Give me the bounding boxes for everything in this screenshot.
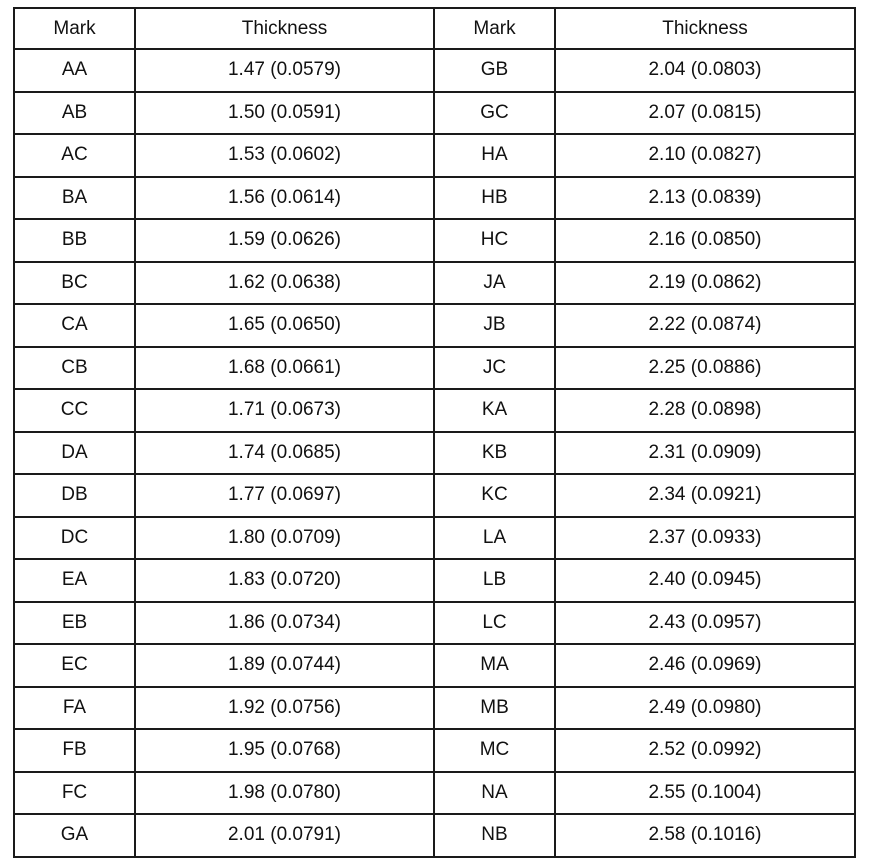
thickness-cell: 1.71 (0.0673) — [135, 389, 434, 432]
table-row — [14, 389, 855, 432]
mark-cell: JC — [434, 347, 555, 390]
mark-cell: JB — [434, 304, 555, 347]
thickness-cell: 1.50 (0.0591) — [135, 92, 434, 135]
mark-cell: FB — [14, 729, 135, 772]
table-row — [14, 772, 855, 815]
thickness-cell: 1.65 (0.0650) — [135, 304, 434, 347]
thickness-table — [13, 7, 856, 858]
header-thickness-1: Thickness — [135, 8, 434, 49]
mark-cell: KC — [434, 474, 555, 517]
mark-cell: EA — [14, 559, 135, 602]
thickness-cell: 2.04 (0.0803) — [555, 49, 855, 92]
thickness-cell: 1.95 (0.0768) — [135, 729, 434, 772]
table-header — [14, 8, 855, 49]
mark-cell: JA — [434, 262, 555, 305]
thickness-cell: 1.56 (0.0614) — [135, 177, 434, 220]
table-row — [14, 219, 855, 262]
mark-cell: NA — [434, 772, 555, 815]
thickness-cell: 2.34 (0.0921) — [555, 474, 855, 517]
table-row — [14, 262, 855, 305]
mark-cell: KA — [434, 389, 555, 432]
table-row — [14, 474, 855, 517]
thickness-cell: 2.22 (0.0874) — [555, 304, 855, 347]
thickness-cell: 1.86 (0.0734) — [135, 602, 434, 645]
mark-cell: FA — [14, 687, 135, 730]
mark-cell: MA — [434, 644, 555, 687]
thickness-cell: 1.74 (0.0685) — [135, 432, 434, 475]
mark-cell: KB — [434, 432, 555, 475]
mark-cell: MC — [434, 729, 555, 772]
mark-cell: GA — [14, 814, 135, 857]
mark-cell: LC — [434, 602, 555, 645]
header-row — [14, 8, 855, 49]
mark-cell: FC — [14, 772, 135, 815]
mark-cell: LB — [434, 559, 555, 602]
table-row — [14, 304, 855, 347]
table-row — [14, 602, 855, 645]
thickness-cell: 1.68 (0.0661) — [135, 347, 434, 390]
thickness-cell: 2.01 (0.0791) — [135, 814, 434, 857]
table-row — [14, 432, 855, 475]
table-body — [14, 49, 855, 857]
header-thickness-2: Thickness — [555, 8, 855, 49]
mark-cell: DA — [14, 432, 135, 475]
mark-cell: CB — [14, 347, 135, 390]
thickness-cell: 2.52 (0.0992) — [555, 729, 855, 772]
mark-cell: CA — [14, 304, 135, 347]
thickness-cell: 1.77 (0.0697) — [135, 474, 434, 517]
mark-cell: LA — [434, 517, 555, 560]
thickness-cell: 1.62 (0.0638) — [135, 262, 434, 305]
thickness-cell: 2.43 (0.0957) — [555, 602, 855, 645]
thickness-cell: 2.31 (0.0909) — [555, 432, 855, 475]
table-row — [14, 644, 855, 687]
mark-cell: DB — [14, 474, 135, 517]
table-row — [14, 134, 855, 177]
thickness-cell: 1.83 (0.0720) — [135, 559, 434, 602]
mark-cell: HA — [434, 134, 555, 177]
header-mark-1: Mark — [14, 8, 135, 49]
thickness-cell: 2.13 (0.0839) — [555, 177, 855, 220]
mark-cell: AA — [14, 49, 135, 92]
table-row — [14, 814, 855, 857]
thickness-cell: 2.07 (0.0815) — [555, 92, 855, 135]
mark-cell: DC — [14, 517, 135, 560]
header-mark-2: Mark — [434, 8, 555, 49]
mark-cell: HB — [434, 177, 555, 220]
mark-cell: EC — [14, 644, 135, 687]
table-row — [14, 729, 855, 772]
mark-cell: MB — [434, 687, 555, 730]
thickness-cell: 1.80 (0.0709) — [135, 517, 434, 560]
mark-cell: CC — [14, 389, 135, 432]
thickness-cell: 1.89 (0.0744) — [135, 644, 434, 687]
thickness-cell: 2.10 (0.0827) — [555, 134, 855, 177]
thickness-cell: 2.46 (0.0969) — [555, 644, 855, 687]
mark-cell: HC — [434, 219, 555, 262]
thickness-cell: 1.47 (0.0579) — [135, 49, 434, 92]
thickness-cell: 2.37 (0.0933) — [555, 517, 855, 560]
table-row — [14, 687, 855, 730]
thickness-cell: 2.28 (0.0898) — [555, 389, 855, 432]
table-row — [14, 177, 855, 220]
mark-cell: NB — [434, 814, 555, 857]
thickness-cell: 1.59 (0.0626) — [135, 219, 434, 262]
table-row — [14, 559, 855, 602]
mark-cell: EB — [14, 602, 135, 645]
thickness-cell: 2.58 (0.1016) — [555, 814, 855, 857]
mark-cell: GC — [434, 92, 555, 135]
table-row — [14, 49, 855, 92]
thickness-cell: 2.49 (0.0980) — [555, 687, 855, 730]
mark-cell: BB — [14, 219, 135, 262]
thickness-cell: 1.53 (0.0602) — [135, 134, 434, 177]
thickness-cell: 2.19 (0.0862) — [555, 262, 855, 305]
mark-cell: AC — [14, 134, 135, 177]
table-row — [14, 92, 855, 135]
mark-cell: BA — [14, 177, 135, 220]
table-row — [14, 347, 855, 390]
thickness-cell: 2.16 (0.0850) — [555, 219, 855, 262]
thickness-cell: 2.25 (0.0886) — [555, 347, 855, 390]
thickness-cell: 2.55 (0.1004) — [555, 772, 855, 815]
thickness-cell: 1.98 (0.0780) — [135, 772, 434, 815]
thickness-cell: 1.92 (0.0756) — [135, 687, 434, 730]
mark-cell: GB — [434, 49, 555, 92]
mark-cell: AB — [14, 92, 135, 135]
table-row — [14, 517, 855, 560]
mark-cell: BC — [14, 262, 135, 305]
thickness-cell: 2.40 (0.0945) — [555, 559, 855, 602]
